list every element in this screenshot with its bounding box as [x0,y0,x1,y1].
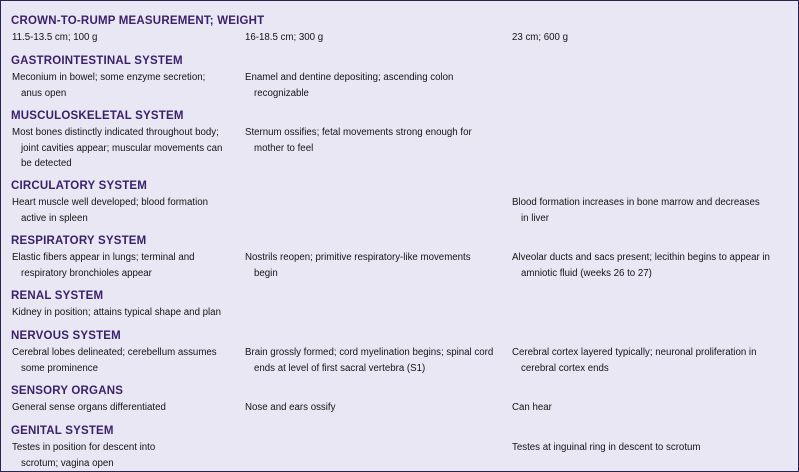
cell-line: Sternum ossifies; fetal movements strong enough for [245,127,472,138]
cell-weeks-20-24 [512,345,792,376]
cell-weeks-20-24 [512,250,792,281]
section-heading: RENAL SYSTEM [11,290,104,302]
cell-weeks-13-16 [12,440,237,471]
cell-line: Blood formation increases in bone marrow and decreases [512,197,760,208]
cell-line: scrotum; vagina open [21,457,114,469]
cell-weeks-13-16 [12,195,237,226]
cell-line: anus open [21,87,67,99]
cell-line: mother to feel [254,142,314,154]
cell-line: General sense organs differentiated [12,402,166,413]
cell-line: Brain grossly formed; cord myelination begins; spinal cord [245,347,494,358]
cell-line: be detected [21,158,72,169]
cell-line: in liver [521,212,549,224]
section-heading: RESPIRATORY SYSTEM [11,235,147,247]
section-heading: CROWN-TO-RUMP MEASUREMENT; WEIGHT [11,15,265,27]
cell-weeks-16-20 [245,30,500,46]
cell-weeks-16-20 [245,125,500,156]
cell-weeks-13-16 [12,400,237,416]
cell-weeks-16-20 [245,70,500,101]
cell-line: respiratory bronchioles appear [21,267,152,279]
cell-line: Elastic fibers appear in lungs; terminal and [12,252,195,263]
cell-line: Testes at inguinal ring in descent to scrotum [512,442,701,453]
section-heading: GENITAL SYSTEM [11,425,114,437]
cell-weeks-20-24 [512,400,792,416]
cell-weeks-20-24 [512,440,792,456]
cell-line: 16-18.5 cm; 300 g [245,32,324,43]
cell-line: ends at level of first sacral vertebra (S1) [254,362,426,374]
cell-weeks-13-16 [12,30,237,46]
cell-line: Nose and ears ossify [245,402,336,413]
cell-line: cerebral cortex ends [521,362,609,374]
cell-weeks-13-16 [12,125,237,172]
cell-line: 11.5-13.5 cm; 100 g [12,32,98,43]
cell-weeks-16-20 [245,400,500,416]
section-heading: SENSORY ORGANS [11,385,124,397]
cell-weeks-16-20 [245,250,500,281]
cell-line: Kidney in position; attains typical shape and plan [12,307,221,318]
cell-line: Can hear [512,402,552,413]
cell-line: Most bones distinctly indicated throughout body; [12,127,219,138]
cell-line: recognizable [254,87,309,99]
cell-line: some prominence [21,362,98,374]
cell-weeks-13-16 [12,305,237,321]
cell-line: 23 cm; 600 g [512,32,569,43]
cell-weeks-20-24 [512,30,792,46]
section-heading: GASTROINTESTINAL SYSTEM [11,55,183,67]
cell-weeks-20-24 [512,195,792,226]
cell-line: Alveolar ducts and sacs present; lecithin begins to appear in [512,252,770,263]
cell-line: Meconium in bowel; some enzyme secretion; [12,72,206,83]
cell-line: Testes in position for descent into [12,442,156,453]
cell-line: active in spleen [21,212,88,224]
cell-line: Cerebral lobes delineated; cerebellum assumes [12,347,217,358]
section-heading: NERVOUS SYSTEM [11,330,121,342]
cell-line: begin [254,267,278,279]
cell-line: Enamel and dentine depositing; ascending colon [245,72,454,83]
cell-weeks-13-16 [12,250,237,281]
cell-line: amniotic fluid (weeks 26 to 27) [521,267,652,279]
cell-weeks-13-16 [12,345,237,376]
cell-weeks-13-16 [12,70,237,101]
cell-line: Cerebral cortex layered typically; neuronal proliferation in [512,347,757,358]
cell-weeks-16-20 [245,345,500,376]
section-heading: CIRCULATORY SYSTEM [11,180,148,192]
cell-line: joint cavities appear; muscular movements can [21,142,223,154]
section-heading: MUSCULOSKELETAL SYSTEM [11,110,184,122]
cell-line: Heart muscle well developed; blood formation [12,197,209,208]
cell-line: Nostrils reopen; primitive respiratory-like movements [245,252,471,263]
